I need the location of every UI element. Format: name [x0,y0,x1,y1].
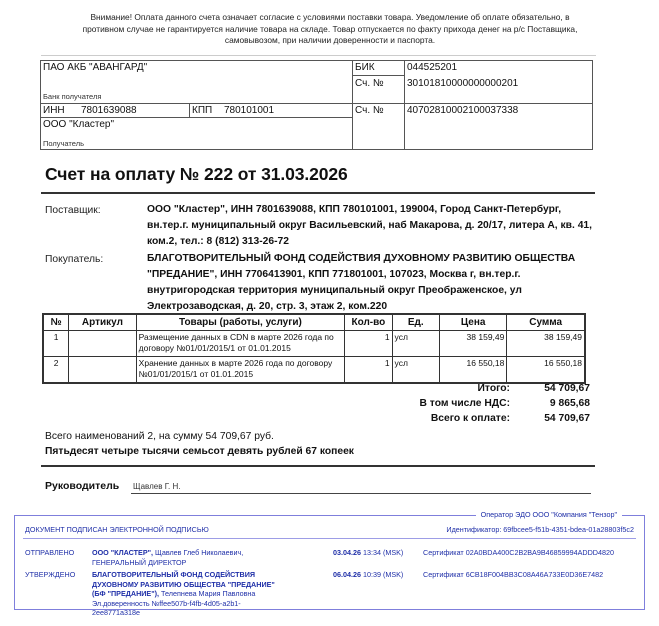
approved-org: БЛАГОТВОРИТЕЛЬНЫЙ ФОНД СОДЕЙСТВИЯ ДУХОВНОМУ РАЗВИТИЮ ОБЩЕСТВА "ПРЕДАНИЕ" (БФ "ПРЕДАНИЕ"), [92,570,275,599]
director-name: Щавлев Г. Н. [133,482,181,491]
recipient-name: ООО "Кластер" [43,119,115,130]
items-count-summary: Всего наименований 2, на сумму 54 709,67 руб. [45,431,274,442]
vat-value: 9 865,68 [549,398,590,409]
row-qty: 1 [345,331,392,357]
bank-name: ПАО АКБ "АВАНГАРД" [43,62,148,73]
edo-operator: Оператор ЭДО ООО "Компания "Тензор" [476,510,622,519]
account-label: Сч. № [355,105,384,116]
sent-org: ООО "КЛАСТЕР", [92,548,154,557]
table-header-row [43,314,585,331]
row-sum: 16 550,18 [507,357,585,384]
due-value: 54 709,67 [544,413,590,424]
row-sku [69,331,136,357]
col-price: Цена [439,314,506,331]
row-price: 38 159,49 [439,331,506,357]
account-value: 40702810002100037338 [407,105,519,116]
row-unit: усл [392,331,439,357]
signature-header: ДОКУМЕНТ ПОДПИСАН ЭЛЕКТРОННОЙ ПОДПИСЬЮ [25,525,209,534]
buyer-value: БЛАГОТВОРИТЕЛЬНЫЙ ФОНД СОДЕЙСТВИЯ ДУХОВНОМУ РАЗВИТИЮ ОБЩЕСТВА "ПРЕДАНИЕ", ИНН 7706413901, КПП 771801001, 107023, Москва г, вн.тер.г. внутригородская территория муниципальный округ Преображенское, ул Электрозаводская, д. 20, стр. 3, этаж 2, ком.220 [147,253,576,312]
items-table [42,313,586,384]
row-price: 16 550,18 [439,357,506,384]
row-number: 1 [43,331,69,357]
approved-label: УТВЕРЖДЕНО [25,570,76,579]
sent-datetime [333,548,403,557]
table-row [43,331,585,357]
amount-in-words: Пятьдесят четыре тысячи семьсот девять рублей 67 копеек [45,446,354,457]
signature-line [131,493,591,494]
approved-certificate: Сертификат 6CB18F004BB3C08A46A733E0D36E7482 [423,570,604,579]
divider [41,192,595,194]
approved-time: 10:39 (MSK) [362,570,404,579]
approved-person: Телепнева Мария Павловна [161,589,256,599]
col-unit: Ед. [392,314,439,331]
row-unit: усл [392,357,439,384]
bik-label: БИК [355,62,375,73]
total-value: 54 709,67 [544,383,590,394]
row-sku [69,357,136,384]
sent-time: 13:34 (MSK) [362,548,404,557]
recipient-label: Получатель [43,139,84,148]
sent-signer [92,548,282,567]
sent-label: ОТПРАВЛЕНО [25,548,75,557]
bank-details-table [40,60,593,150]
kpp-label: КПП [192,105,213,116]
due-label: Всего к оплате: [430,413,510,424]
vat-label: В том числе НДС: [419,398,510,409]
approved-poa: Эл.доверенность №ffee507b-f4fb-4d05-a2b1-2ee8771a318e [92,598,241,618]
row-number: 2 [43,357,69,384]
row-name: Хранение данных в марте 2026 года по договору №01/01/2015/1 от 01.01.2015 [136,357,345,384]
supplier-value: ООО "Кластер", ИНН 7801639088, КПП 780101001, 199004, Город Санкт-Петербург, вн.тер.г. муниципальный округ Васильевский, наб Макарова, д. 20/17, литера А, кв. 41, ком.2, тел.: 8 (812) 313-26-72 [147,204,593,247]
bank-label: Банк получателя [43,92,102,101]
col-qty: Кол-во [345,314,392,331]
table-row [43,357,585,384]
director-label: Руководитель [45,480,120,492]
col-sku: Артикул [69,314,136,331]
inn-label: ИНН [43,105,65,116]
inn-value: 7801639088 [81,105,137,116]
supplier-label: Поставщик: [45,205,101,216]
row-sum: 38 159,49 [507,331,585,357]
kpp-value: 780101001 [224,105,275,116]
col-number: № [43,314,69,331]
divider [23,538,636,539]
payment-notice: Внимание! Оплата данного счета означает согласие с условиями поставки товара. Уведомление об оплате обязательно, в противном случае не гарантируется наличие товара на складе. Товар отпускается по факту прихода денег на р/с Поставщика, самовывозом, при наличии доверенности и паспорта. [82,12,578,45]
approved-date: 06.04.26 [333,570,361,579]
col-sum: Сумма [507,314,585,331]
document-identifier: Идентификатор: 69fbcee5-f51b-4351-bdea-01a28803f5c2 [446,525,634,534]
row-name: Размещение данных в CDN в марте 2026 года по договору №01/01/2015/1 от 01.01.2015 [136,331,345,357]
sent-person: Щавлев Глеб Николаевич, ГЕНЕРАЛЬНЫЙ ДИРЕКТОР [92,548,244,567]
corr-account-label: Сч. № [355,78,384,89]
total-label: Итого: [477,383,510,394]
invoice-title: Счет на оплату № 222 от 31.03.2026 [45,164,348,184]
e-signature-stamp [14,510,645,618]
buyer-label: Покупатель: [45,254,104,265]
approved-datetime [333,570,403,579]
sent-certificate: Сертификат 02A0BDA400C2B2BA9B46859994ADDD4820 [423,548,614,557]
row-qty: 1 [345,357,392,384]
divider [41,465,595,467]
bik-value: 044525201 [407,62,458,73]
sent-date: 03.04.26 [333,548,361,557]
col-name: Товары (работы, услуги) [136,314,345,331]
approved-signer [92,570,282,618]
corr-account-value: 30101810000000000201 [407,78,519,89]
divider [41,55,596,56]
